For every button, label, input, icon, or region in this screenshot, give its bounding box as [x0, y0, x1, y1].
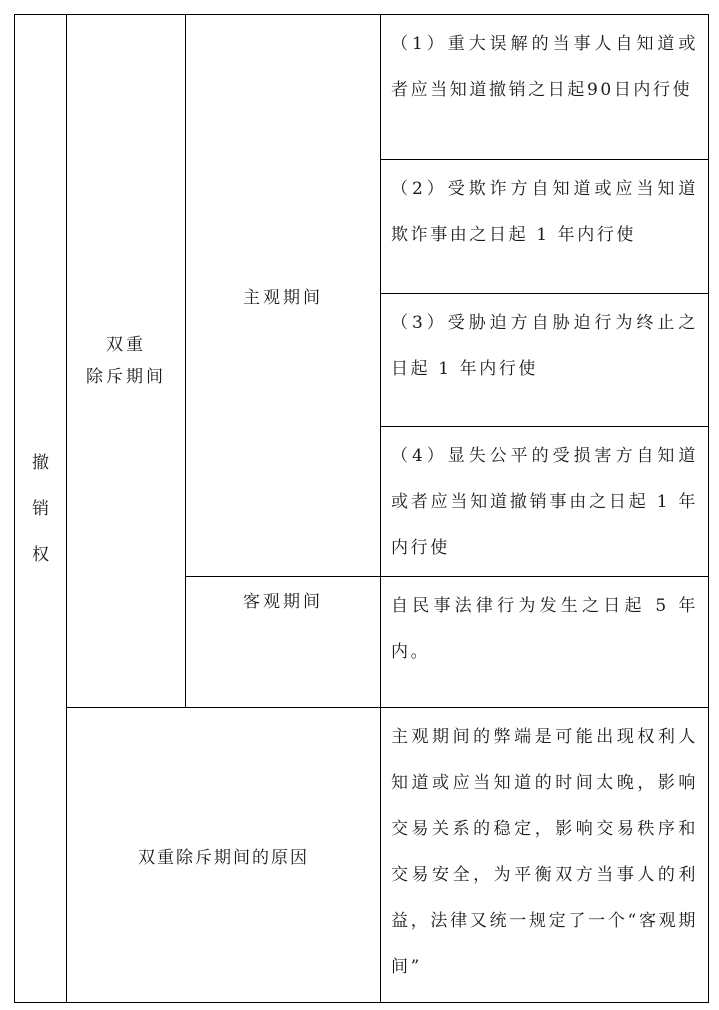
- objective-period-label: 客观期间: [186, 577, 381, 708]
- reason-label: 双重除斥期间的原因: [67, 708, 381, 1003]
- revocation-right-char: 权: [32, 544, 49, 565]
- double-exclusion-line: 双重: [106, 335, 146, 355]
- subjective-item-3: （3）受胁迫方自胁迫行为终止之日起 1 年内行使: [381, 294, 709, 427]
- revocation-right-char: 销: [32, 498, 49, 519]
- objective-item: 自民事法律行为发生之日起 5 年内。: [381, 577, 709, 708]
- reason-text: 主观期间的弊端是可能出现权利人知道或应当知道的时间太晚，影响交易关系的稳定，影响交易秩序和交易安全，为平衡双方当事人的利益，法律又统一规定了一个“客观期间”: [381, 708, 709, 1003]
- subjective-item-2: （2）受欺诈方自知道或应当知道欺诈事由之日起 1 年内行使: [381, 160, 709, 294]
- double-exclusion-period-cell: [67, 15, 186, 708]
- double-exclusion-line: 除斥期间: [86, 367, 166, 387]
- revocation-right-table: [14, 14, 709, 1003]
- subjective-item-1: （1）重大误解的当事人自知道或者应当知道撤销之日起90日内行使: [381, 15, 709, 160]
- revocation-right-char: 撤: [32, 452, 49, 473]
- subjective-item-4: （4）显失公平的受损害方自知道或者应当知道撤销事由之日起 1 年内行使: [381, 427, 709, 577]
- subjective-period-label: 主观期间: [186, 15, 381, 577]
- revocation-right-cell: [15, 15, 67, 1003]
